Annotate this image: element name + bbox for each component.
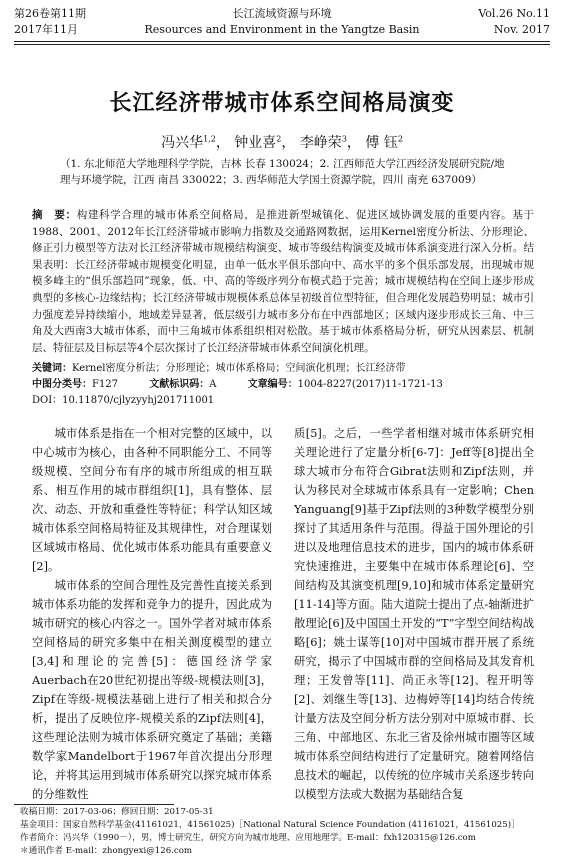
article-title: 长江经济带城市体系空间格局演变 [109, 90, 455, 116]
keywords-label: 关键词： [32, 363, 72, 374]
author-affil-mark: 2 [397, 134, 403, 144]
author-list: 冯兴华$^{1,2}$， 钟业喜$^2$， 李峥荣$^3$， 傅 钰$^2$ [161, 134, 403, 151]
author-name: 傅 钰 [365, 135, 398, 151]
footnote-rule [14, 804, 174, 805]
author-name: 李峥荣 [299, 135, 342, 151]
doi[interactable]: DOI：10.11870/cjlyzyyhj201711001 [32, 395, 215, 406]
left-column [32, 424, 272, 804]
doc-code: A [209, 379, 217, 390]
keywords-text: Kernel密度分析法；分形理论；城市体系格局；空间演化机理；长江经济带 [72, 363, 406, 374]
author-bio: 作者简介：冯兴华（1990－），男，博士研究生，研究方向为城市地理、应用地理学。E-mail：fxh120315@126.com [20, 833, 476, 843]
keywords [32, 361, 534, 377]
body-paragraph: 城市体系是指在一个相对完整的区域中，以中心城市为核心，由各种不同职能分工、不同等级规模、空间分布有序的城市所组成的相互联系、相互作用的城市群组织[1]，具有整体、层次、动态、开放和重叠性等特征；科学认知区域城市体系空间格局特征及其规律性，对合理谋划区域城市格局、优化城市体系功能具有重要意义[2]。 [32, 427, 272, 573]
body-columns [32, 424, 536, 801]
issue-date: 2017年11月 [14, 23, 78, 36]
funding: 基金项目：国家自然科学基金(41161021，41561025)［National Natural Science Foundation (41161021，41561025)］ [20, 820, 520, 830]
author-affil-mark: 1,2 [203, 134, 216, 144]
author-name: 冯兴华 [161, 135, 204, 151]
abstract-label: 摘 要： [32, 209, 77, 221]
running-header [14, 6, 550, 40]
abstract-text: 构建科学合理的城市体系空间格局，是推进新型城镇化、促进区域协调发展的重要内容。基于1988、2001、2012年长江经济带城市影响力指数及交通路网数据，运用Kernel密度分析法、分形理论、修正引力模型等方法对长江经济带城市规模结构演变、城市等级结构演变及城市体系演变进行深入分析。结果表明：长江经济带城市规模变化明显，由单一低水平俱乐部向中、高水平的多个俱乐部发展，出现城市规模多峰主的“俱乐部趋同”现象，低、中、高的等级序列分布模式趋于完善；城市规模结构在空间上逐步形成典型的多核心-边缘结构；长江经济带城市规模体系总体呈初级首位型特征，但合理化发展趋势明显；城市引力强度差异持续缩小，地域差异显著，低层级引力城市多分布在中西部地区；区域内逐步形成长三角、中三角及大西南3大城市体系，而中三角城市体系组织相对松散。基于城市体系格局分析，研究从因素层、机制层、特征层及目标层等4个层次探讨了长江经济带城市体系空间演化机理。 [32, 209, 535, 354]
clc-code: F127 [92, 379, 119, 390]
issue-date-en: Nov. 2017 [493, 23, 550, 36]
body-paragraph: 质[5]。之后，一些学者相继对城市体系研究相关理论进行了定量分析[6-7]：Jeff等[8]提出全球大城市分布符合Gibrat法则和Zipf法则，并认为移民对全球城市体系具有一定影响；Chen Yanguang[9]基于Zipf法则的3种数学模型分别探讨了其适用条件与范围。得益于国外理论的引进以及地理信息技术的进步，国内的城市体系研究快速推进，主要集中在城市体系理论[6]、空间结构及其演变机理[9,10]和城市体系定量研究[11-14]等方面。陆大道院士提出了点-轴渐进扩散理论[6]及中国国土开发的“T”字型空间结构战略[6]；姚士谋等[10]对中国城市群开展了系统研究，揭示了中国城市群的空间格局及其发育机理；王发曾等[11]、尚正永等[12]、程开明等[2]、刘继生等[13]、边梅婷等[14]均结合传统计量方法及空间分析方法分别对中原城市群、长三角、中部地区、东北三省及徐州城市圈等区域城市体系空间结构进行了定量研究。随着网络信息技术的崛起，以传统的位序城市关系逐步转向以模型方法或大数据为基础结合复 [294, 427, 534, 801]
article-meta [32, 361, 534, 409]
author-name: 钟业喜 [234, 135, 277, 151]
author-affil-mark: 2 [276, 134, 282, 144]
doc-code-label: 文献标识码： [149, 379, 210, 390]
journal-name-en: Resources and Environment in the Yangtze Basin [144, 23, 420, 36]
body-paragraph: 城市体系的空间合理性及完善性直接关系到城市体系功能的发挥和竞争力的提升，因此成为城市研究的核心内容之一。国外学者对城市体系空间格局的研究多集中在相关测度模型的建立[3,4]和理论的完善[5]：德国经济学家Auerbach在20世纪初提出等级-规模法则[3]，Zipf在等级-规模法基础上进行了相关和拟合分析，提出了反映位序-规模关系的Zipf法则[4]，这些理论法则为城市体系研究奠定了基础；美籍数学家Mandelbort于1967年首次提出分形理论，并将其运用到城市体系研究以探究城市体系的分维数性 [32, 579, 272, 801]
volume-issue-en: Vol.26 No.11 [478, 7, 550, 20]
issue-info-en [478, 6, 550, 38]
corresponding-author: ＊通讯作者 E-mail：zhongyexi@126.com [20, 846, 193, 856]
affiliations: （1. 东北师范大学地理科学学院，吉林 长春 130024；2. 江西师范大学江西经济发展研究院/地理与环境学院，江西 南昌 330022；3. 西华师范大学国土资源学院，四川 南充 637009） [60, 158, 505, 186]
volume-issue: 第26卷第11期 [14, 7, 86, 20]
article-number-label: 文章编号： [247, 379, 298, 390]
right-column [294, 424, 534, 804]
journal-name-cn: 长江流域资源与环境 [232, 7, 332, 20]
header-rule [14, 41, 550, 45]
journal-name [14, 6, 550, 38]
received-date: 收稿日期：2017-03-06；修回日期：2017-05-31 [20, 807, 214, 817]
abstract [32, 207, 534, 356]
classification-line [32, 377, 534, 393]
clc-label: 中图分类号： [32, 379, 92, 390]
footnotes [20, 806, 544, 858]
article-number: 1004-8227(2017)11-1721-13 [297, 379, 443, 390]
author-affil-mark: 3 [341, 134, 347, 144]
